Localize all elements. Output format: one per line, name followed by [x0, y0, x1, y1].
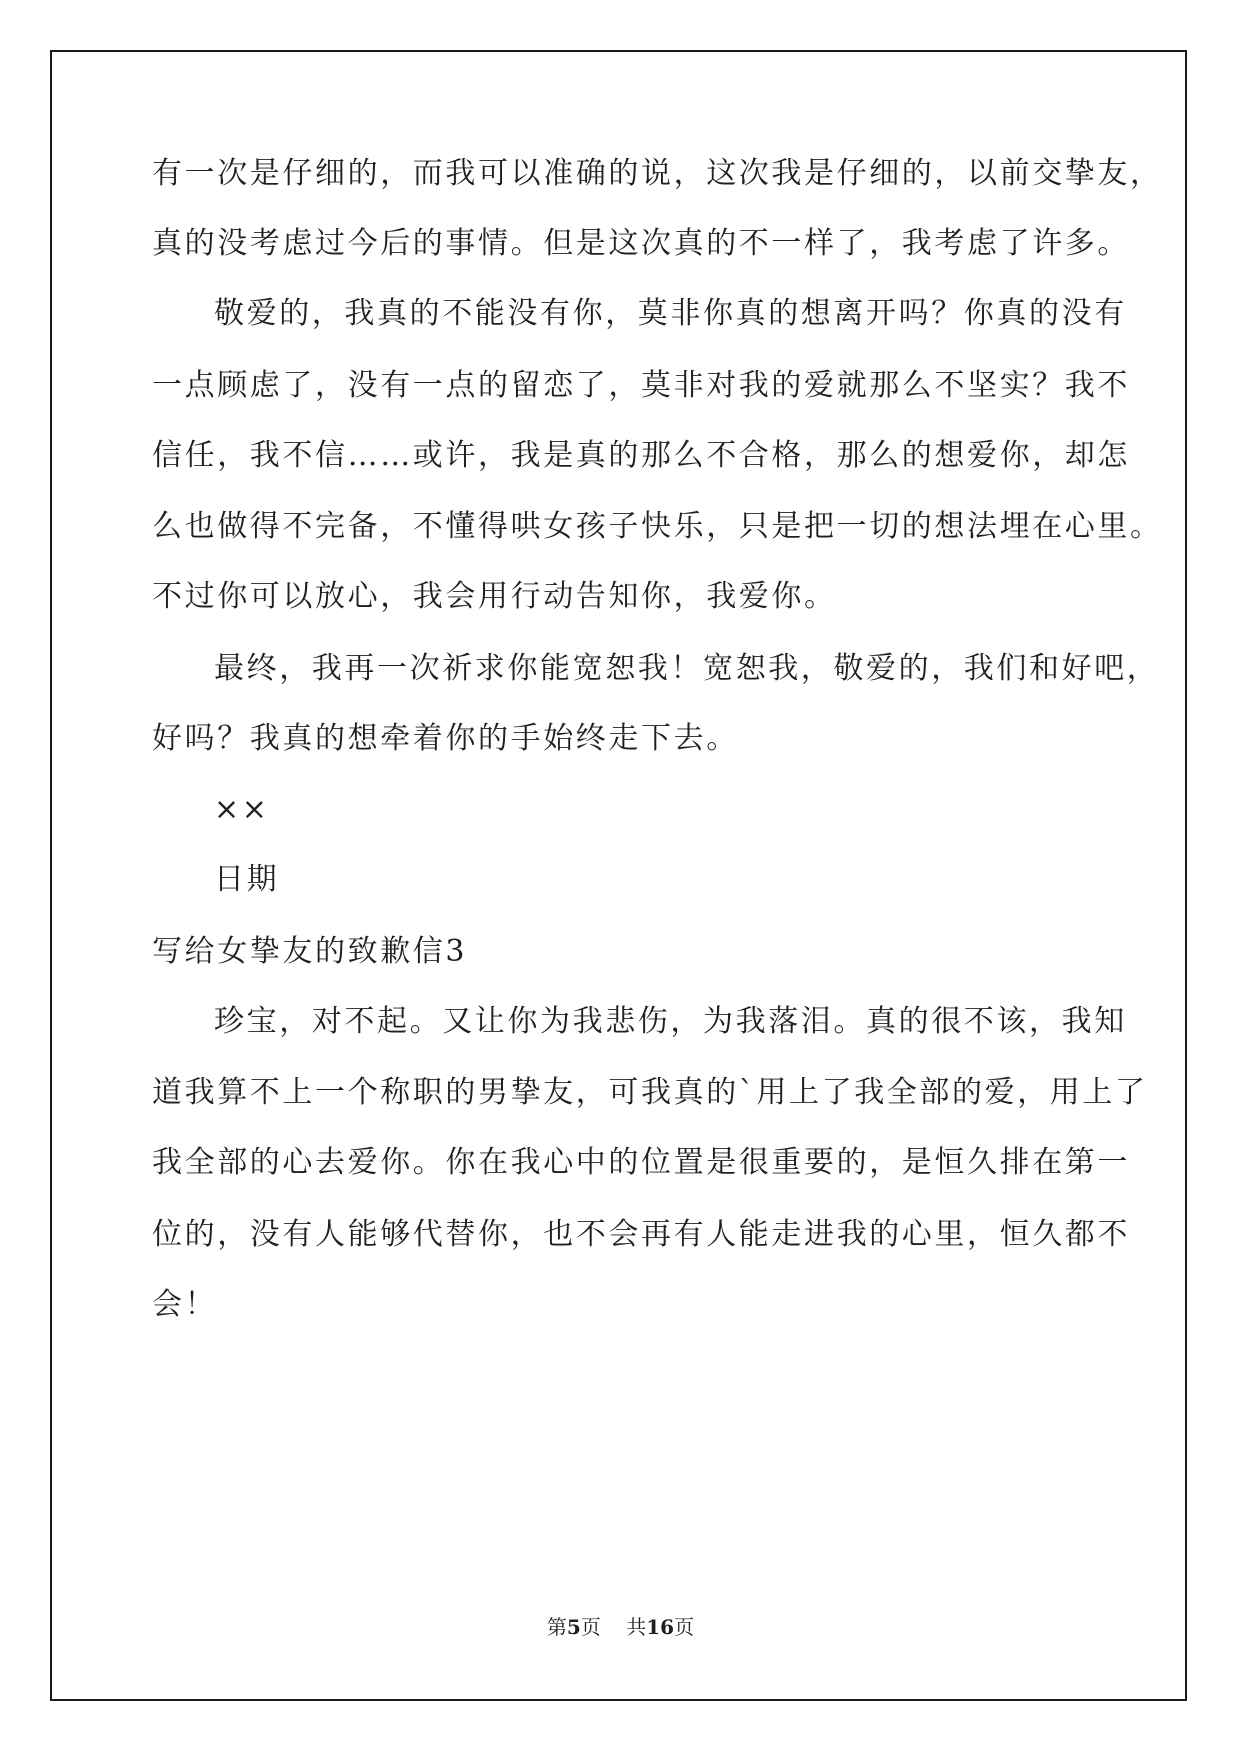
section-heading: 写给女挚友的致歉信3 [152, 934, 468, 969]
page-footer [0, 1614, 1241, 1640]
body-line-14: 道我算不上一个称职的男挚友，可我真的`用上了我全部的爱，用上了 [152, 1075, 1148, 1110]
page-prefix: 第 [546, 1615, 567, 1639]
date-line: 日期 [214, 862, 280, 897]
total-unit: 页 [674, 1615, 695, 1639]
total-prefix: 共 [626, 1615, 647, 1639]
body-line-9: 好吗？我真的想牵着你的手始终走下去。 [152, 721, 739, 756]
body-line-15: 我全部的心去爱你。你在我心中的位置是很重要的，是恒久排在第一 [152, 1145, 1130, 1180]
body-line-6: 么也做得不完备，不懂得哄女孩子快乐，只是把一切的想法埋在心里。 [152, 509, 1163, 544]
body-line-16: 位的，没有人能够代替你，也不会再有人能走进我的心里，恒久都不 [152, 1217, 1130, 1252]
body-line-3: 敬爱的，我真的不能没有你，莫非你真的想离开吗？你真的没有 [214, 296, 1127, 331]
body-line-1: 有一次是仔细的，而我可以准确的说，这次我是仔细的，以前交挚友， [152, 156, 1163, 191]
signature: ×× [214, 792, 270, 827]
total-pages: 16 [646, 1615, 675, 1639]
body-line-8: 最终，我再一次祈求你能宽恕我！宽恕我，敬爱的，我们和好吧， [214, 651, 1160, 686]
page-number: 5 [566, 1615, 581, 1639]
body-line-17: 会！ [152, 1287, 218, 1322]
page-unit: 页 [580, 1615, 601, 1639]
body-line-13: 珍宝，对不起。又让你为我悲伤，为我落泪。真的很不该，我知 [214, 1004, 1127, 1039]
body-line-4: 一点顾虑了，没有一点的留恋了，莫非对我的爱就那么不坚实？我不 [152, 368, 1130, 403]
body-line-7: 不过你可以放心，我会用行动告知你，我爱你。 [152, 579, 837, 614]
body-line-5: 信任，我不信……或许，我是真的那么不合格，那么的想爱你，却怎 [152, 438, 1130, 473]
body-line-2: 真的没考虑过今后的事情。但是这次真的不一样了，我考虑了许多。 [152, 226, 1130, 261]
